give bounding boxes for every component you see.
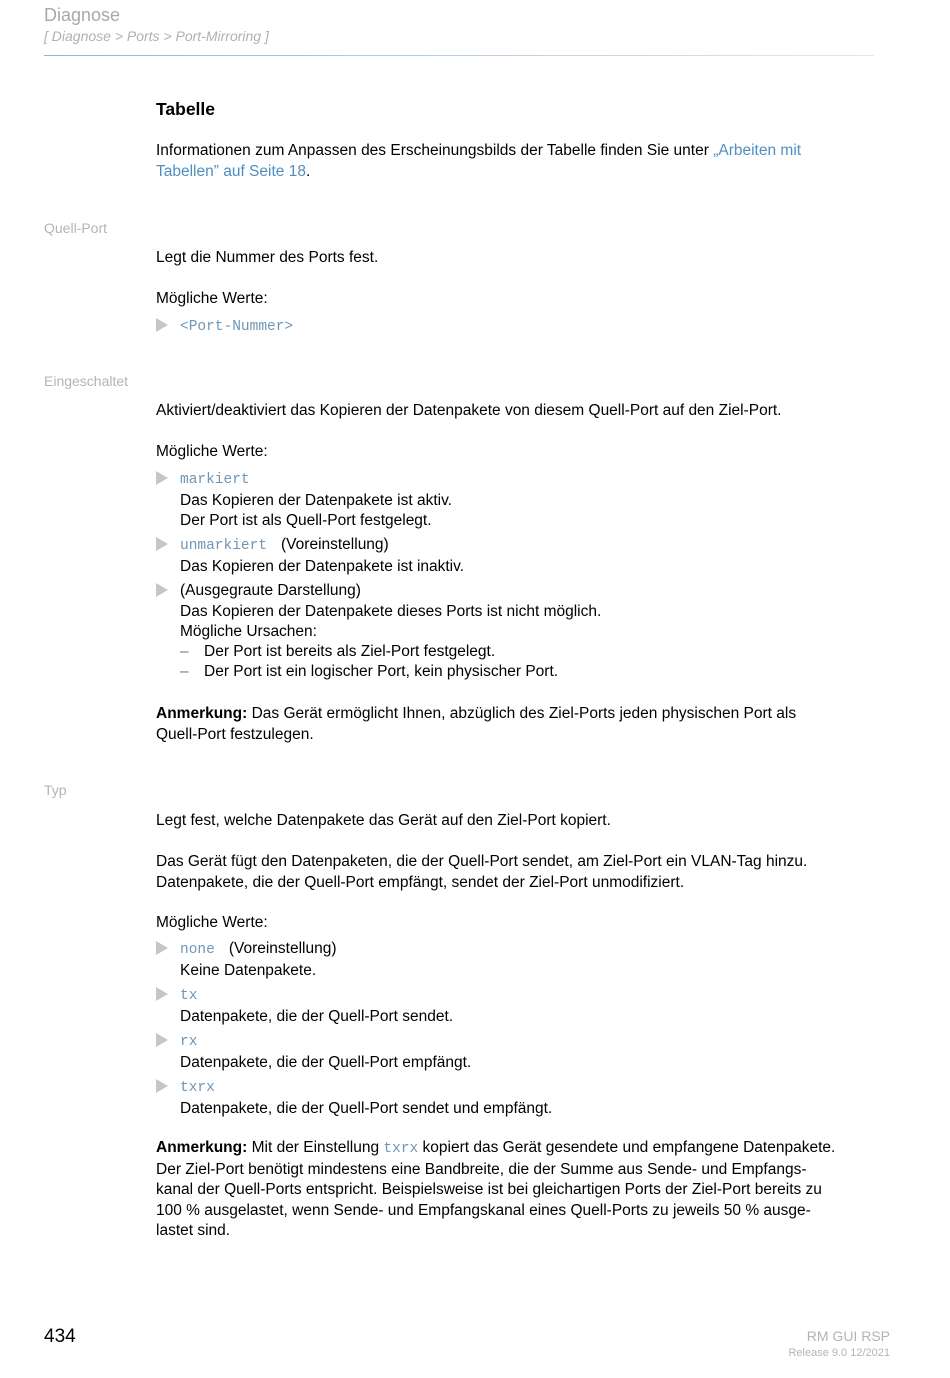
value-unmarkiert: unmarkiert (180, 538, 268, 554)
bullet-triangle-icon (156, 583, 168, 597)
dash-bullet: – (180, 643, 189, 660)
value-port-nummer: <Port-Nummer> (180, 319, 294, 335)
typ-values-label: Mögliche Werte: (156, 914, 268, 931)
value-desc: Mögliche Ursachen: (180, 623, 317, 640)
value-desc: Keine Datenpakete. (180, 961, 317, 979)
bullet-triangle-icon (156, 471, 168, 485)
default-marker: (Voreinstellung) (281, 536, 389, 553)
value-item (180, 581, 900, 643)
cause-item: Der Port ist bereits als Ziel-Port festgelegt. (204, 643, 496, 660)
page-number: 434 (44, 1326, 76, 1347)
breadcrumb: [ Diagnose > Ports > Port-Mirroring ] (44, 28, 269, 44)
value-item (180, 1077, 900, 1119)
value-item (180, 535, 900, 577)
note-text: kopiert das Gerät gesendete und empfangene Datenpakete. (418, 1139, 836, 1156)
value-item (180, 316, 900, 338)
note-label: Anmerkung: (156, 1139, 248, 1156)
footer-release: Release 9.0 12/2021 (788, 1347, 890, 1359)
eingeschaltet-desc: Aktiviert/deaktiviert das Kopieren der Datenpakete von diesem Quell-Port auf den Ziel-Port. (156, 402, 782, 419)
value-desc: Das Kopieren der Datenpakete ist aktiv. (180, 491, 452, 509)
note-text: Quell-Port festzulegen. (156, 725, 314, 743)
period: . (305, 162, 311, 180)
note-text: Das Gerät ermöglicht Ihnen, abzüglich des Ziel-Ports jeden physischen Port als (247, 705, 797, 722)
value-item (180, 985, 900, 1027)
value-desc: Das Kopieren der Datenpakete ist inaktiv. (180, 557, 465, 575)
bullet-triangle-icon (156, 987, 168, 1001)
footer-product: RM GUI RSP (806, 1328, 890, 1344)
bullet-triangle-icon (156, 318, 168, 332)
typ-para-line: Das Gerät fügt den Datenpaketen, die der Quell-Port sendet, am Ziel-Port ein VLAN-Tag hinzu. (156, 853, 808, 870)
param-label-typ: Typ (44, 782, 67, 798)
value-markiert: markiert (180, 472, 250, 488)
value-txrx: txrx (180, 1080, 215, 1096)
bullet-triangle-icon (156, 1079, 168, 1093)
value-item (180, 1031, 900, 1073)
quell-port-desc: Legt die Nummer des Ports fest. (156, 249, 379, 266)
dash-bullet: – (180, 663, 189, 680)
bullet-triangle-icon (156, 941, 168, 955)
note-value-txrx: txrx (383, 1141, 419, 1157)
value-desc: Datenpakete, die der Quell-Port empfängt. (180, 1053, 472, 1071)
bullet-triangle-icon (156, 537, 168, 551)
value-desc: Datenpakete, die der Quell-Port sendet. (180, 1007, 454, 1025)
header-title: Diagnose (44, 5, 121, 25)
note-eingeschaltet (156, 704, 896, 745)
note-text: kanal der Quell-Ports entspricht. Beispielsweise ist bei gleichartigen Ports der Ziel-Port bereits zu (156, 1181, 822, 1198)
cause-item: Der Port ist ein logischer Port, kein physischer Port. (204, 663, 559, 680)
value-none: none (180, 942, 215, 958)
note-text: Der Ziel-Port benötigt mindestens eine Bandbreite, die der Summe aus Sende- und Empfangs- (156, 1160, 807, 1178)
bullet-triangle-icon (156, 1033, 168, 1047)
page-header (44, 4, 874, 46)
tabelle-intro (156, 141, 896, 182)
section-heading-tabelle: Tabelle (156, 99, 216, 119)
link-arbeiten-mit-tabellen[interactable]: „Arbeiten mit (713, 142, 802, 159)
header-divider (44, 55, 874, 56)
tabelle-intro-text: Informationen zum Anpassen des Erscheinungsbilds der Tabelle finden Sie unter (156, 142, 714, 159)
default-marker: (Voreinstellung) (228, 940, 337, 957)
param-label-eingeschaltet: Eingeschaltet (44, 373, 129, 389)
typ-paragraph (156, 852, 896, 893)
note-typ (156, 1138, 896, 1242)
value-tx: tx (180, 988, 198, 1004)
value-item (180, 939, 900, 981)
note-text: Mit der Einstellung (247, 1139, 384, 1156)
value-desc: Datenpakete, die der Quell-Port sendet und empfängt. (180, 1099, 553, 1117)
note-label: Anmerkung: (156, 705, 248, 722)
quell-port-values-label: Mögliche Werte: (156, 290, 268, 307)
typ-desc: Legt fest, welche Datenpakete das Gerät auf den Ziel-Port kopiert. (156, 812, 611, 829)
value-item (180, 469, 900, 532)
value-desc: Der Port ist als Quell-Port festgelegt. (180, 512, 432, 529)
note-text: 100 % ausgelastet, wenn Sende- und Empfangskanal eines Quell-Ports zu jeweils 50 % ausge- (156, 1201, 811, 1219)
value-rx: rx (180, 1034, 198, 1050)
note-text: lastet sind. (156, 1222, 231, 1239)
value-ausgegraut: (Ausgegraute Darstellung) (180, 582, 361, 599)
link-arbeiten-mit-tabellen-cont[interactable]: Tabellen” auf Seite 18 (156, 162, 306, 180)
param-label-quell-port: Quell-Port (44, 220, 108, 236)
value-desc: Das Kopieren der Datenpakete dieses Ports ist nicht möglich. (180, 602, 602, 620)
typ-para-line: Datenpakete, die der Quell-Port empfängt, sendet der Ziel-Port unmodifiziert. (156, 873, 685, 891)
eingeschaltet-values-label: Mögliche Werte: (156, 443, 268, 460)
